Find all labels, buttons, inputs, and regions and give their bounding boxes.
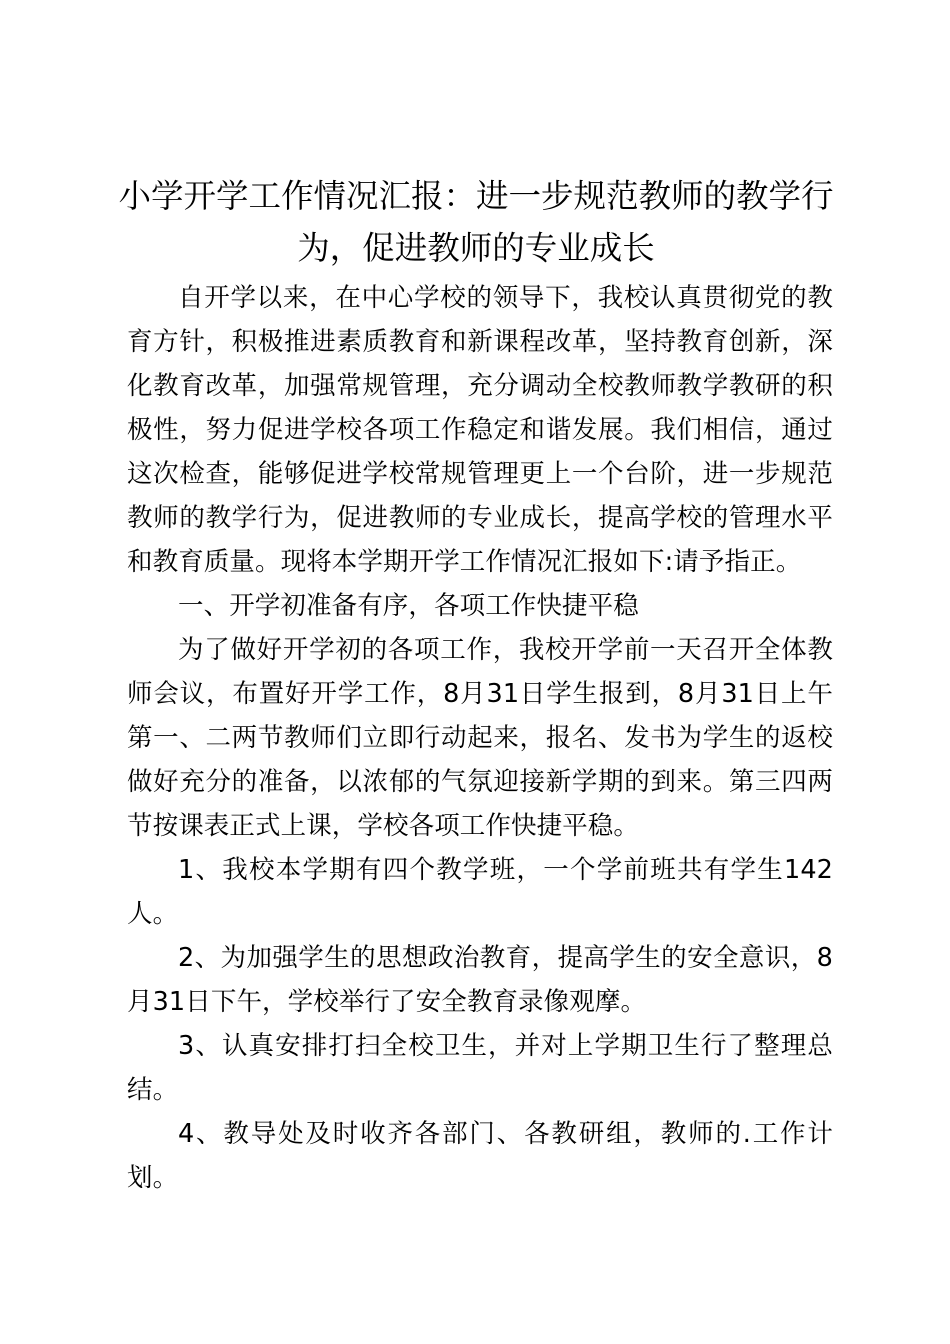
- document-body: [127, 276, 833, 1200]
- list-item-3: 3、认真安排打扫全校卫生，并对上学期卫生行了整理总结。: [127, 1031, 833, 1105]
- document-title: 小学开学工作情况汇报：进一步规范教师的教学行为，促进教师的专业成长: [118, 177, 834, 267]
- section-heading-1: 一、开学初准备有序，各项工作快捷平稳: [178, 591, 639, 621]
- list-item-1: 1、我校本学期有四个教学班，一个学前班共有学生142人。: [127, 855, 833, 929]
- list-item-4: 4、教导处及时收齐各部门、各教研组，教师的.工作计划。: [127, 1119, 833, 1193]
- list-item-2: 2、为加强学生的思想政治教育，提高学生的安全意识，8月31日下午，学校举行了安全教育录像观摩。: [127, 943, 833, 1017]
- paragraph-preparation: 为了做好开学初的各项工作，我校开学前一天召开全体教师会议，布置好开学工作，8月31日学生报到，8月31日上午第一、二两节教师们立即行动起来，报名、发书为学生的返校做好充分的准备，以浓郁的气氛迎接新学期的到来。第三四两节按课表正式上课，学校各项工作快捷平稳。: [127, 635, 833, 841]
- paragraph-intro: 自开学以来，在中心学校的领导下，我校认真贯彻党的教育方针，积极推进素质教育和新课程改革，坚持教育创新，深化教育改革，加强常规管理，充分调动全校教师教学教研的积极性，努力促进学校各项工作稳定和谐发展。我们相信，通过这次检查，能够促进学校常规管理更上一个台阶，进一步规范教师的教学行为，促进教师的专业成长，提高学校的管理水平和教育质量。现将本学期开学工作情况汇报如下:请予指正。: [127, 283, 833, 577]
